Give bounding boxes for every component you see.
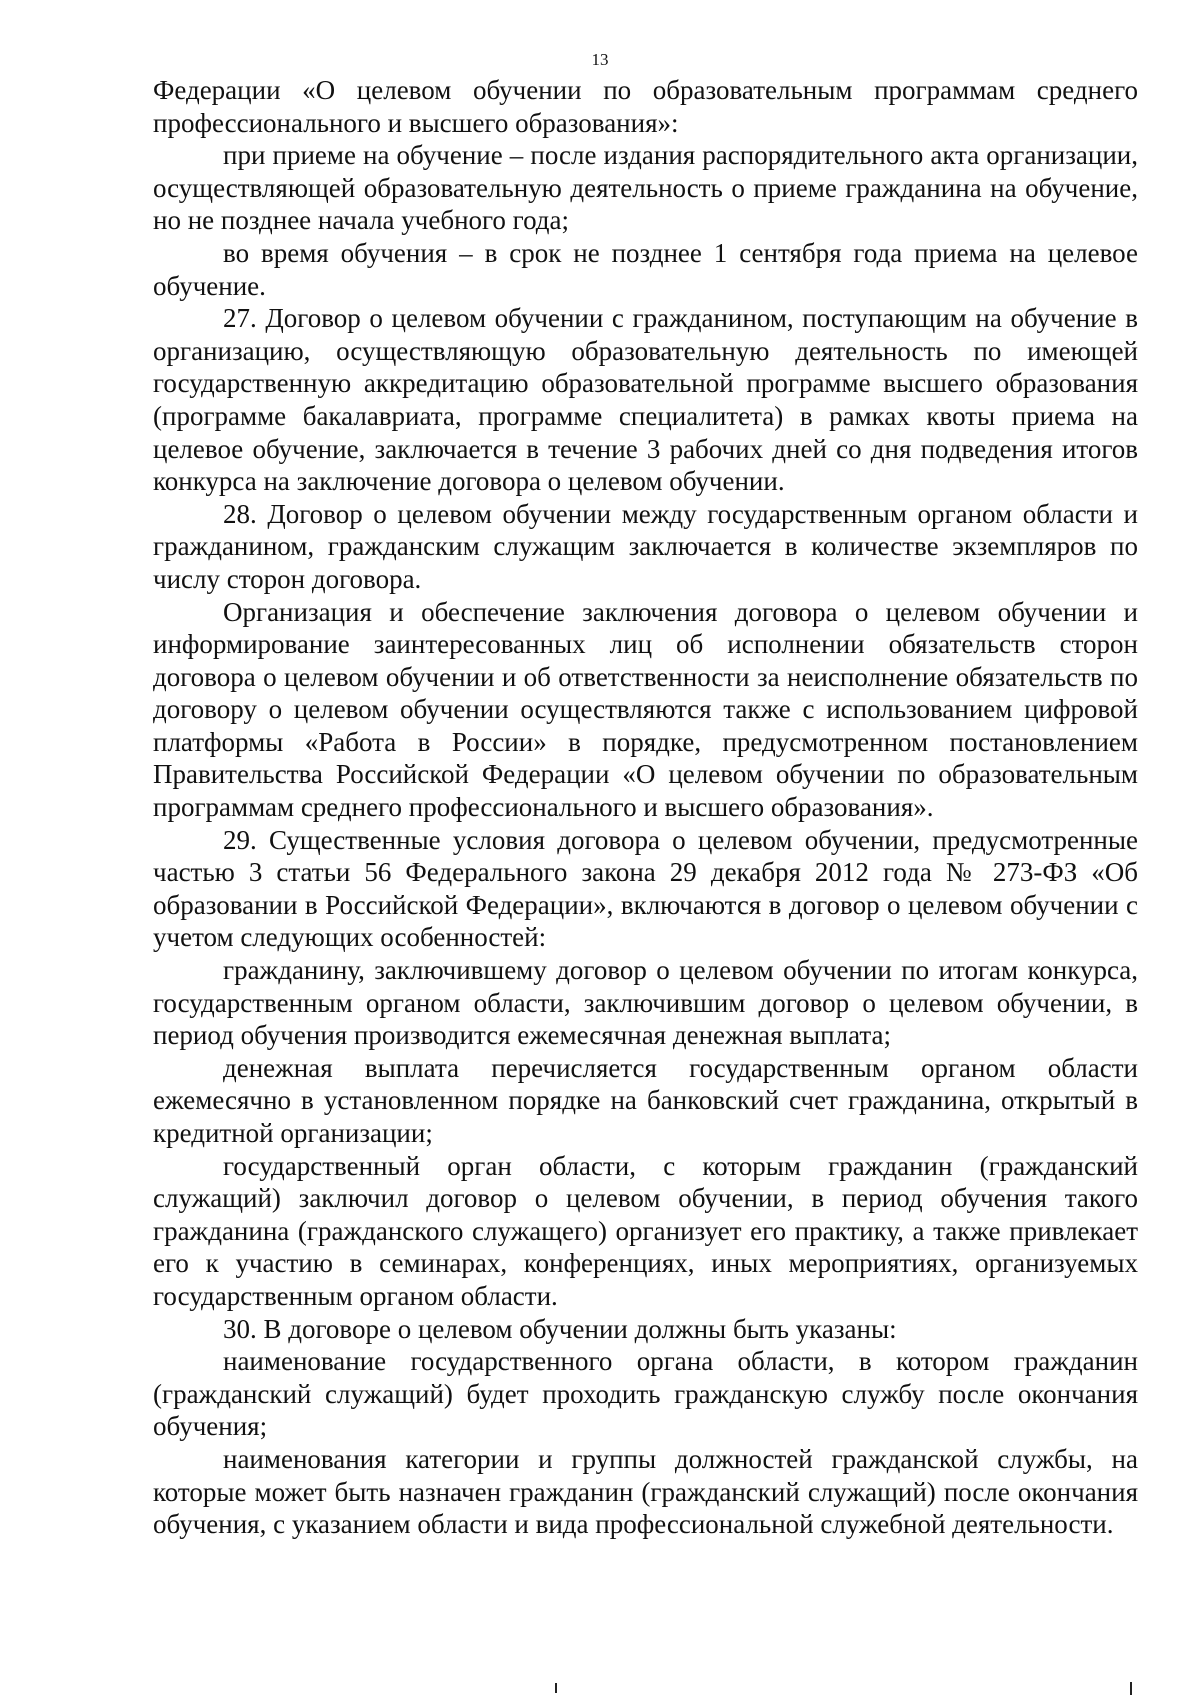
paragraph-practice: государственный орган области, с которым гражданин (гражданский служащий) заключил договор о целевом обучении, в период обучения такого гражданина (гражданского служащего) организует его практику, а также привлекает его к участию в семинарах, конференциях, иных мероприятиях, организуемых государственным органом области.	[153, 1150, 1138, 1311]
paragraph-item-30: 30. В договоре о целевом обучении должны быть указаны:	[223, 1313, 897, 1344]
paragraph-payment-transfer: денежная выплата перечисляется государственным органом области ежемесячно в установленном порядке на банковский счет гражданина, открытый в кредитной организации;	[153, 1052, 1138, 1148]
paragraph-position-category: наименования категории и группы должностей гражданской службы, на которые может быть назначен гражданин (гражданский служащий) после окончания обучения, с указанием области и вида профессиональной служебной деятельности.	[153, 1443, 1138, 1540]
paragraph-item-29: 29. Существенные условия договора о целевом обучении, предусмотренные частью 3 статьи 56 Федерального закона 29 декабря 2012 года № 273-ФЗ «Об образовании в Российской Федерации», включаются в договор о целевом обучении с учетом следующих особенностей:	[153, 824, 1138, 953]
paragraph-item-27: 27. Договор о целевом обучении с гражданином, поступающим на обучение в организацию, осуществляющую образовательную деятельность по имеющей государственную аккредитацию образовательной программе высшего образования (программе бакалавриата, программе специалитета) в рамках квоты приема на целевое обучение, заключается в течение 3 рабочих дней со дня подведения итогов конкурса на заключение договора о целевом обучении.	[153, 303, 1138, 497]
scan-artifact-mark	[1130, 1682, 1132, 1695]
paragraph-during-study-term: во время обучения – в срок не позднее 1 сентября года приема на целевое обучение.	[153, 237, 1138, 301]
paragraph-admission-term: при приеме на обучение – после издания распорядительного акта организации, осуществляющей образовательную деятельность о приеме гражданина на обучение, но не позднее начала учебного года;	[153, 140, 1138, 236]
paragraph-digital-platform: Организация и обеспечение заключения договора о целевом обучении и информирование заинтересованных лиц об исполнении обязательств сторон договора о целевом обучении и об ответственности за неисполнение обязательств по договору о целевом обучении осуществляются также с использованием цифровой платформы «Работа в России» в порядке, предусмотренном постановлением Правительства Российской Федерации «О целевом обучении по образовательным программам среднего профессионального и высшего образования».	[153, 596, 1138, 823]
scan-artifact-mark	[555, 1683, 557, 1693]
paragraph-item-28: 28. Договор о целевом обучении между государственным органом области и гражданином, гражданским служащим заключается в количестве экземпляров по числу сторон договора.	[153, 498, 1138, 594]
paragraph-continuation: Федерации «О целевом обучении по образовательным программам среднего профессионального и высшего образования»:	[153, 75, 1138, 138]
paragraph-monthly-payment: гражданину, заключившему договор о целевом обучении по итогам конкурса, государственным органом области, заключившим договор о целевом обучении, в период обучения производится ежемесячная денежная выплата;	[153, 955, 1138, 1051]
paragraph-agency-name: наименование государственного органа области, в котором гражданин (гражданский служащий) будет проходить гражданскую службу после окончания обучения;	[153, 1346, 1138, 1442]
document-body	[153, 74, 1138, 1541]
page-number: 13	[591, 50, 609, 69]
